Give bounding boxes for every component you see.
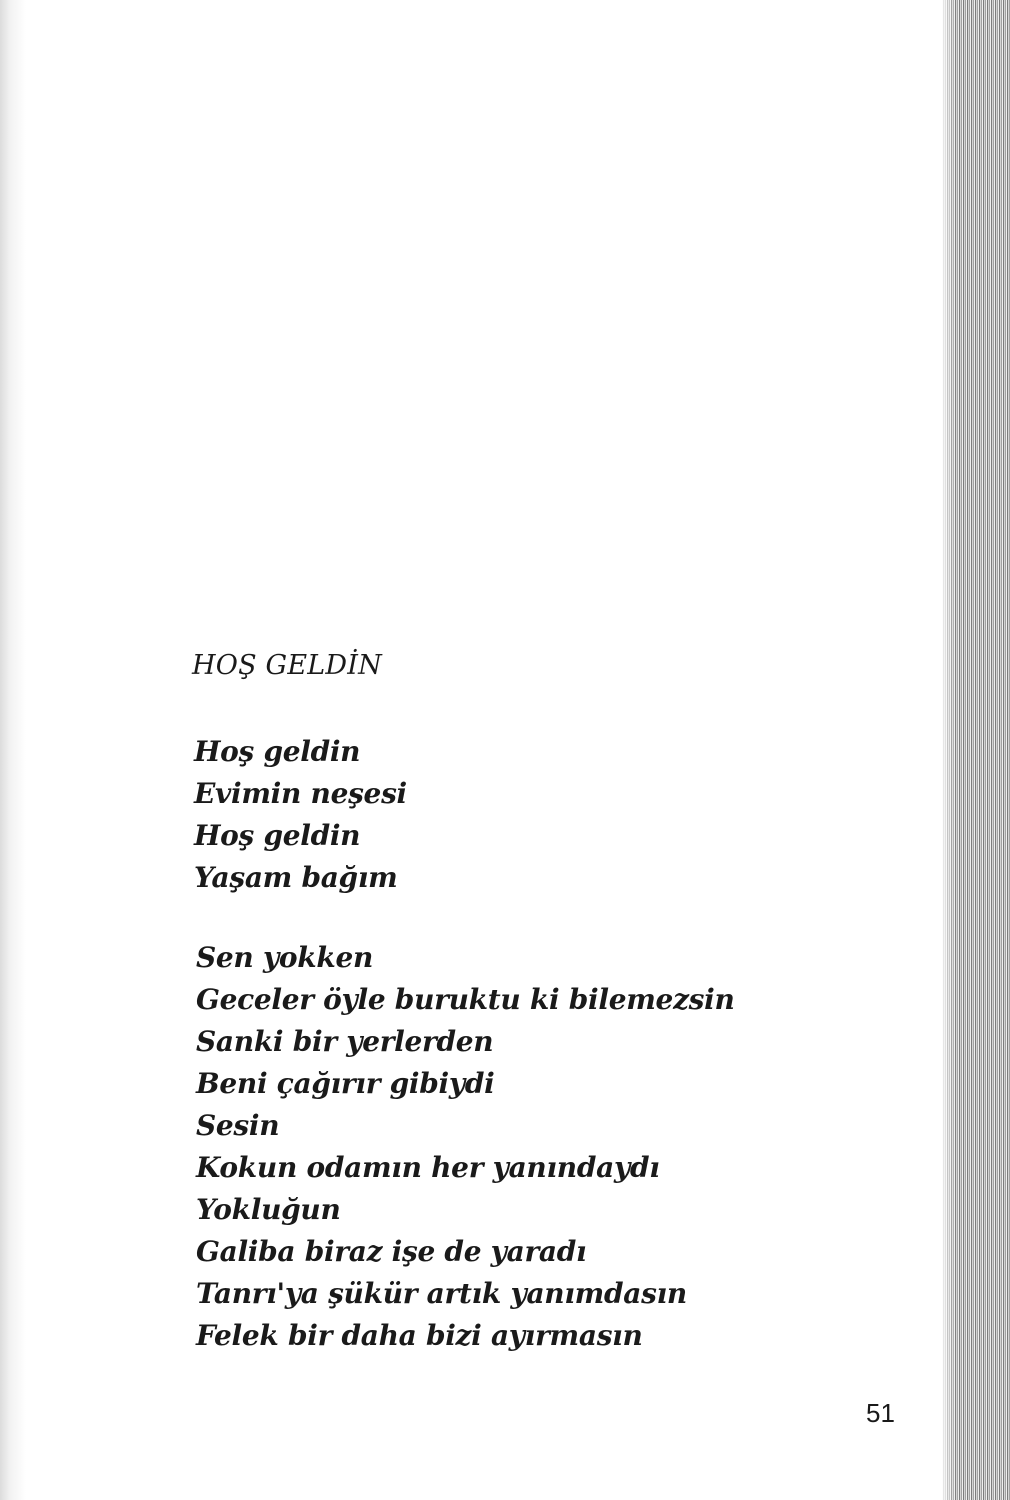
poem-line: Hoş geldin [194, 819, 361, 852]
poem-line: Galiba biraz işe de yaradı [196, 1235, 587, 1268]
poem-line: Yaşam bağım [194, 861, 398, 894]
poem-line: Felek bir daha bizi ayırmasın [196, 1319, 643, 1352]
poem-line: Sesin [196, 1109, 280, 1142]
poem-line: Geceler öyle buruktu ki bilemezsin [196, 983, 735, 1016]
page-number: 51 [866, 1398, 895, 1428]
poem-line: Hoş geldin [194, 735, 361, 768]
poem-line: Yokluğun [196, 1193, 341, 1226]
poem-line: Kokun odamın her yanındaydı [196, 1151, 660, 1184]
poem-line: Sen yokken [196, 941, 374, 974]
page-edges [942, 0, 1010, 1500]
stanza-2 [196, 937, 735, 1357]
poem-title: HOŞ GELDİN [192, 650, 382, 681]
stanza-1 [194, 731, 407, 899]
poem-line: Tanrı'ya şükür artık yanımdasın [196, 1277, 687, 1310]
poem-line: Evimin neşesi [194, 777, 407, 810]
poem-line: Sanki bir yerlerden [196, 1025, 494, 1058]
poem-line: Beni çağırır gibiydi [196, 1067, 495, 1100]
